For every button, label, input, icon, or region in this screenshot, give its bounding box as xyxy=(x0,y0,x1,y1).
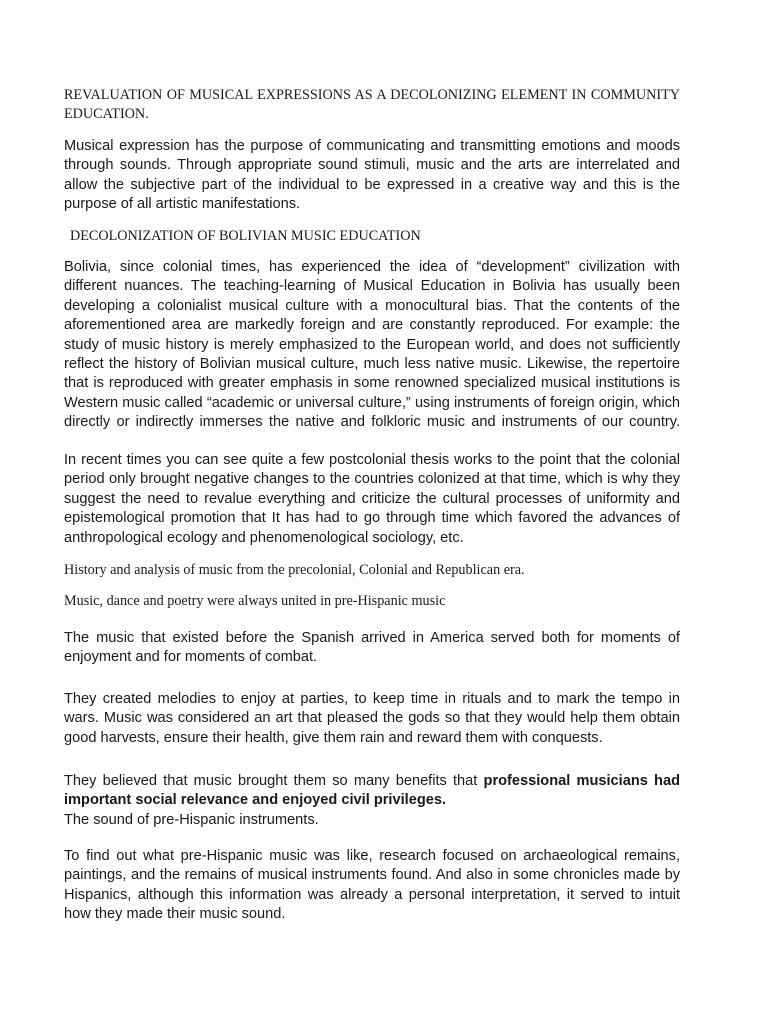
section-heading-decolonization: DECOLONIZATION OF BOLIVIAN MUSIC EDUCATION xyxy=(70,228,421,244)
prehispanic-paragraph: The music that existed before the Spanish arrived in America served both for moments of enjoyment and for moments of combat. xyxy=(64,630,680,666)
intro-paragraph: Musical expression has the purpose of communicating and transmitting emotions and moods through sounds. Through appropriate sound stimuli, music and the arts are interrelated and allow the subjective part of the individual to be expressed in a creative way and this is the purpose of all artistic manifestations. xyxy=(64,138,680,213)
instruments-subheading: The sound of pre-Hispanic instruments. xyxy=(64,811,319,828)
section-heading-history: History and analysis of music from the precolonial, Colonial and Republican era. xyxy=(64,562,525,578)
benefits-paragraph xyxy=(64,772,680,830)
benefits-bold-text: professional musicians had important social relevance and enjoyed civil privileges. xyxy=(64,773,680,809)
section-heading-prehispanic: Music, dance and poetry were always united in pre-Hispanic music xyxy=(64,593,446,609)
benefits-text: They believed that music brought them so many benefits that xyxy=(64,773,484,789)
bolivia-paragraph: Bolivia, since colonial times, has experienced the idea of “development” civilization with different nuances. The teaching-learning of Musical Education in Bolivia has usually been developing a colonialist musical culture with a monocultural bias. That the contents of the aforementioned area are markedly foreign and are constantly reproduced. For example: the study of music history is merely emphasized to the European world, and does not sufficiently reflect the history of Bolivian musical culture, much less native music. Likewise, the repertoire that is reproduced with greater emphasis in some renowned specialized musical institutions is Western music called “academic or universal culture,” using instruments of foreign origin, which directly or indirectly immerses the native and folkloric music and instruments of our country. xyxy=(64,259,680,431)
postcolonial-paragraph: In recent times you can see quite a few postcolonial thesis works to the point that the colonial period only brought negative changes to the countries colonized at that time, which is why they suggest the need to revalue everything and criticize the cultural processes of uniformity and epistemological promotion that It has had to go through time which favored the advances of anthropological ecology and phenomenological sociology, etc. xyxy=(64,452,680,546)
melodies-paragraph: They created melodies to enjoy at parties, to keep time in rituals and to mark the tempo in wars. Music was considered an art that pleased the gods so that they would help them obtain good harvests, ensure their health, give them rain and reward them with conquests. xyxy=(64,691,680,746)
research-paragraph: To find out what pre-Hispanic music was like, research focused on archaeological remains, paintings, and the remains of musical instruments found. And also in some chronicles made by Hispanics, although this information was already a personal interpretation, it served to intuit how they made their music sound. xyxy=(64,848,680,923)
document-title: REVALUATION OF MUSICAL EXPRESSIONS AS A DECOLONIZING ELEMENT IN COMMUNITY EDUCATION. xyxy=(64,87,680,122)
